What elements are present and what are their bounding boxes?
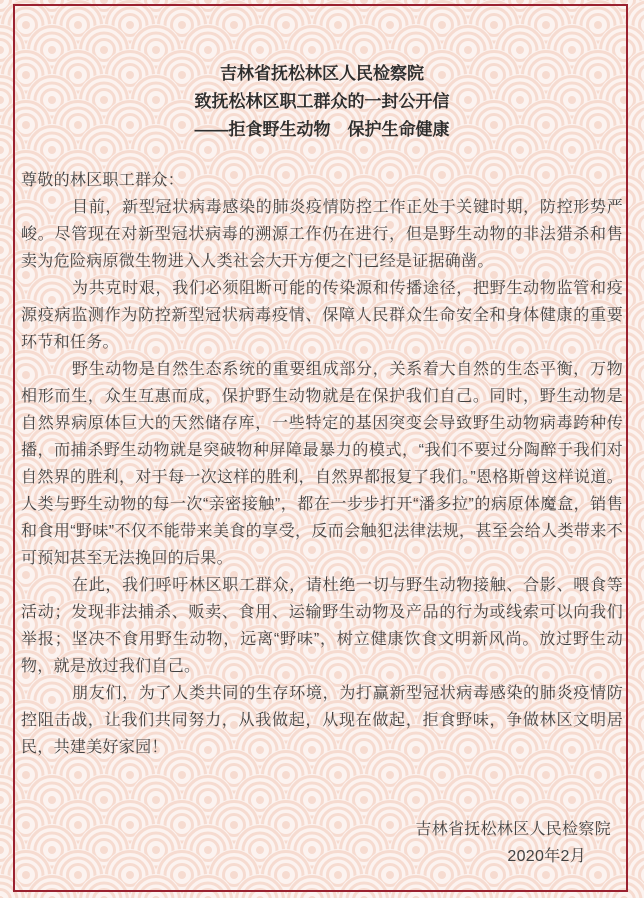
- letter-body: [21, 167, 623, 870]
- signature-block: [21, 816, 623, 870]
- letter-paragraph: 朋友们，为了人类共同的生存环境，为打赢新型冠状病毒感染的肺炎疫情防控阻击战，让我们共同努力，从我做起，从现在做起，拒食野味，争做林区文明居民，共建美好家园！: [21, 685, 623, 756]
- letter-title-line-1: 吉林省抚松林区人民检察院: [220, 64, 424, 83]
- letter-paragraph: 在此，我们呼吁林区职工群众，请杜绝一切与野生动物接触、合影、喂食等活动；发现非法捕杀、贩卖、食用、运输野生动物及产品的行为或线索可以向我们举报；坚决不食用野生动物，远离“野味”，树立健康饮食文明新风尚。放过野生动物，就是放过我们自己。: [21, 577, 623, 675]
- salutation: 尊敬的林区职工群众：: [21, 172, 185, 189]
- letter-title-line-2: 致抚松林区职工群众的一封公开信: [194, 92, 450, 111]
- letter-title-line-3: ——拒食野生动物 保护生命健康: [194, 120, 450, 139]
- letter-content: [21, 0, 623, 870]
- signature-name: 吉林省抚松林区人民检察院: [415, 821, 611, 838]
- letter-paragraph: 目前，新型冠状病毒感染的肺炎疫情防控工作正处于关键时期，防控形势严峻。尽管现在对新型冠状病毒的溯源工作仍在进行，但是野生动物的非法猎杀和售卖为危险病原微生物进入人类社会大开方便之门已经是证据确凿。: [21, 199, 623, 270]
- signature-date: 2020年2月: [507, 848, 586, 865]
- letter-paragraph: 为共克时艰，我们必须阻断可能的传染源和传播途径，把野生动物监管和疫源疫病监测作为防控新型冠状病毒疫情、保障人民群众生命安全和身体健康的重要环节和任务。: [21, 280, 623, 351]
- letter-title: [21, 60, 623, 144]
- letter-paragraph: 野生动物是自然生态系统的重要组成部分，关系着大自然的生态平衡，万物相形而生，众生互惠而成，保护野生动物就是在保护我们自己。同时，野生动物是自然界病原体巨大的天然储存库，一些特定的基因突变会导致野生动物病毒跨种传播，而捕杀野生动物就是突破物种屏障最暴力的模式，“我们不要过分陶醉于我们对自然界的胜利，对于每一次这样的胜利，自然界都报复了我们。”恩格斯曾这样说道。人类与野生动物的每一次“亲密接触”，都在一步步打开“潘多拉”的病原体魔盒，销售和食用“野味”不仅不能带来美食的享受，反而会触犯法律法规，甚至会给人类带来不可预知甚至无法挽回的后果。: [21, 361, 623, 567]
